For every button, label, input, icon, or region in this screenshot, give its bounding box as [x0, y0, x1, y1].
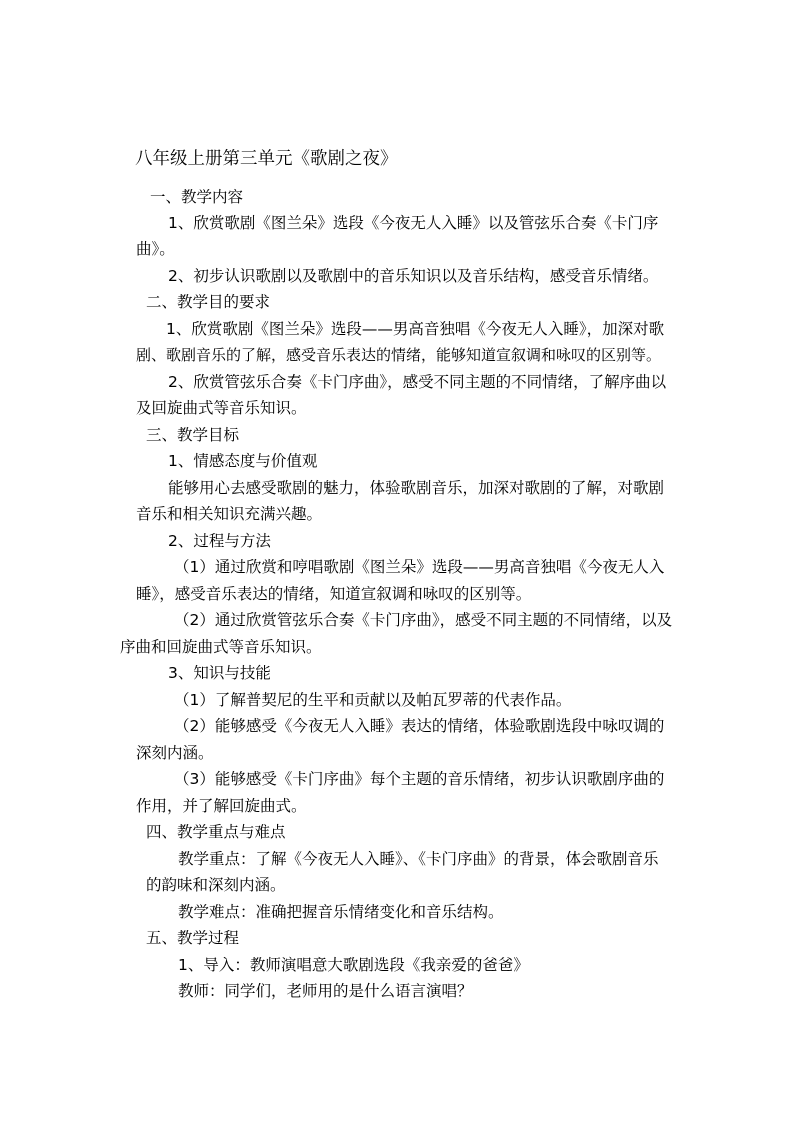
subheading: 1、情感态度与价值观 — [168, 452, 318, 470]
section-heading-goals: 三、教学目标 — [146, 426, 240, 444]
paragraph-line: 1、导入：教师演唱意大歌剧选段《我亲爱的爸爸》 — [178, 956, 529, 974]
section-heading-objectives: 二、教学目的要求 — [146, 293, 271, 311]
paragraph-line: 1、欣赏歌剧《图兰朵》选段《今夜无人入睡》以及管弦乐合奏《卡门序 — [168, 214, 659, 232]
section-heading-teaching-content: 一、教学内容 — [150, 188, 244, 206]
paragraph-line: 及回旋曲式等音乐知识。 — [136, 399, 307, 417]
subheading: 3、知识与技能 — [168, 664, 271, 682]
document-title: 八年级上册第三单元《歌剧之夜》 — [135, 149, 398, 169]
paragraph-line: （3）能够感受《卡门序曲》每个主题的音乐情绪，初步认识歌剧序曲的 — [174, 770, 665, 788]
paragraph-line: （1）通过欣赏和哼唱歌剧《图兰朵》选段——男高音独唱《今夜无人入 — [174, 558, 665, 576]
paragraph-line: （2）能够感受《今夜无人入睡》表达的情绪，体验歌剧选段中咏叹调的 — [174, 717, 665, 735]
paragraph-line: 教学难点：准确把握音乐情绪变化和音乐结构。 — [178, 903, 504, 921]
paragraph-line: 2、初步认识歌剧以及歌剧中的音乐知识以及音乐结构，感受音乐情绪。 — [168, 267, 659, 285]
paragraph-line: 2、欣赏管弦乐合奏《卡门序曲》，感受不同主题的不同情绪，了解序曲以 — [168, 373, 667, 391]
paragraph-line: （2）通过欣赏管弦乐合奏《卡门序曲》，感受不同主题的不同情绪，以及 — [174, 611, 673, 629]
paragraph-line: 剧、歌剧音乐的了解，感受音乐表达的情绪，能够知道宣叙调和咏叹的区别等。 — [136, 346, 662, 364]
paragraph-line: 教师：同学们，老师用的是什么语言演唱？ — [178, 982, 473, 1000]
paragraph-line: 作用，并了解回旋曲式。 — [136, 797, 307, 815]
paragraph-line: 能够用心去感受歌剧的魅力，体验歌剧音乐，加深对歌剧的了解，对歌剧 — [168, 479, 665, 497]
paragraph-line: （1）了解普契尼的生平和贡献以及帕瓦罗蒂的代表作品。 — [174, 691, 572, 709]
paragraph-line: 序曲和回旋曲式等音乐知识。 — [120, 638, 322, 656]
section-heading-process: 五、教学过程 — [146, 929, 240, 947]
paragraph-line: 曲》。 — [136, 240, 175, 258]
paragraph-line: 1、欣赏歌剧《图兰朵》选段——男高音独唱《今夜无人入睡》，加深对歌 — [166, 320, 665, 338]
paragraph-line: 深刻内涵。 — [136, 744, 214, 762]
paragraph-line: 睡》，感受音乐表达的情绪，知道宣叙调和咏叹的区别等。 — [136, 585, 532, 603]
section-heading-key-points: 四、教学重点与难点 — [146, 823, 286, 841]
paragraph-line: 教学重点：了解《今夜无人入睡》、《卡门序曲》的背景，体会歌剧音乐 — [178, 850, 659, 868]
paragraph-line: 的韵味和深刻内涵。 — [146, 876, 286, 894]
subheading: 2、过程与方法 — [168, 532, 271, 550]
paragraph-line: 音乐和相关知识充满兴趣。 — [136, 505, 323, 523]
